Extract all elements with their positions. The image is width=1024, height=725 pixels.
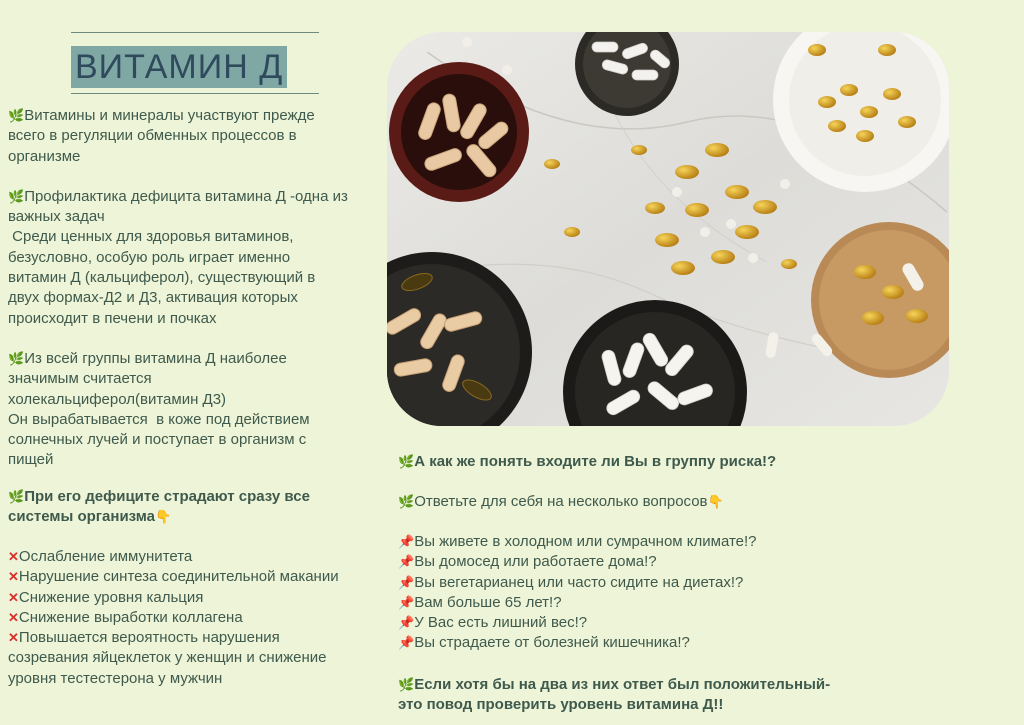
title-bottom-rule: [71, 93, 319, 94]
significant-line: Он вырабатывается в коже под действием: [8, 410, 310, 428]
effect-item: ✕Повышается вероятность нарушения: [8, 629, 280, 647]
significant-line: пищей: [8, 451, 54, 469]
title-top-rule: [71, 32, 319, 33]
deficit-heading: 🌿При его дефиците страдают сразу все системы организма👇: [8, 488, 310, 526]
significant-line: холекальциферол(витамин Д3): [8, 390, 227, 408]
role-line: двух формах-Д2 и Д3, активация которых: [8, 289, 298, 307]
pushpin-icon: 📌: [398, 554, 415, 570]
herb-icon: 🌿: [8, 489, 25, 504]
question-item: 📌Вам больше 65 лет!?: [398, 593, 562, 611]
pointing-down-icon: 👇: [707, 494, 724, 509]
prevention-line: 🌿Профилактика дефицита витамина Д -одна из: [8, 187, 348, 205]
herb-icon: 🌿: [8, 108, 25, 123]
herb-icon: 🌿: [8, 188, 25, 204]
pushpin-icon: 📌: [398, 574, 415, 590]
effect-item-cont: уровня тестестерона у мужчин: [8, 669, 223, 687]
pointing-down-icon: 👇: [155, 509, 172, 525]
effect-item: ✕Снижение выработки коллагена: [8, 608, 243, 626]
pushpin-icon: 📌: [398, 615, 415, 631]
question-item: 📌Вы страдаете от болезней кишечника!?: [398, 634, 690, 652]
effect-item: ✕Ослабление иммунитета: [8, 548, 193, 565]
answer-prompt: 🌿Ответьте для себя на несколько вопросов👇: [398, 493, 724, 510]
effect-item: ✕Нарушение синтеза соединительной макании: [8, 568, 339, 586]
herb-icon: 🌿: [398, 677, 415, 692]
pushpin-icon: 📌: [398, 534, 415, 549]
effect-item: ✕Снижение уровня кальция: [8, 588, 204, 606]
herb-icon: 🌿: [398, 454, 415, 469]
role-line: витамин Д (кальциферол), существующий в: [8, 269, 316, 287]
significant-line: значимым считается: [8, 370, 152, 388]
herb-icon: 🌿: [398, 494, 415, 509]
intro-line: всего в регуляции обменных процессов в: [8, 127, 297, 145]
question-item: 📌Вы домосед или работаете дома!?: [398, 553, 657, 571]
cross-mark-icon: ✕: [8, 609, 19, 625]
page-title: ВИТАМИН Д: [71, 46, 287, 88]
role-line: Среди ценных для здоровья витаминов,: [8, 228, 294, 246]
role-line: безусловно, особую роль играет именно: [8, 248, 291, 266]
pushpin-icon: 📌: [398, 635, 415, 651]
risk-question: 🌿А как же понять входите ли Вы в группу риска!?: [398, 453, 777, 470]
intro-line: 🌿Витамины и минералы участвуют прежде: [8, 107, 315, 124]
prevention-line: важных задач: [8, 208, 105, 226]
question-item: 📌Вы вегетарианец или часто сидите на диетах!?: [398, 573, 744, 591]
significant-line: солнечных лучей и поступает в организм с: [8, 431, 307, 449]
vitamins-photo: [387, 32, 949, 426]
question-item: 📌У Вас есть лишний вес!?: [398, 614, 588, 632]
significant-line: 🌿Из всей группы витамина Д наиболее: [8, 349, 287, 367]
effect-item-cont: созревания яйцеклеток у женщин и снижение: [8, 649, 327, 667]
conclusion: 🌿Если хотя бы на два из них ответ был положительный- это повод проверить уровень витамина Д!!: [398, 676, 831, 714]
cross-mark-icon: ✕: [8, 589, 19, 605]
cross-mark-icon: ✕: [8, 569, 19, 585]
question-item: 📌Вы живете в холодном или сумрачном климате!?: [398, 533, 757, 550]
pushpin-icon: 📌: [398, 594, 415, 610]
role-line: происходит в печени и почках: [8, 309, 217, 327]
left-column: [8, 106, 388, 471]
cross-mark-icon: ✕: [8, 630, 19, 646]
intro-line: организме: [8, 147, 81, 165]
effects-list: [8, 547, 388, 689]
cross-mark-icon: ✕: [8, 549, 19, 564]
questions-list: [398, 532, 757, 654]
herb-icon: 🌿: [8, 350, 25, 366]
